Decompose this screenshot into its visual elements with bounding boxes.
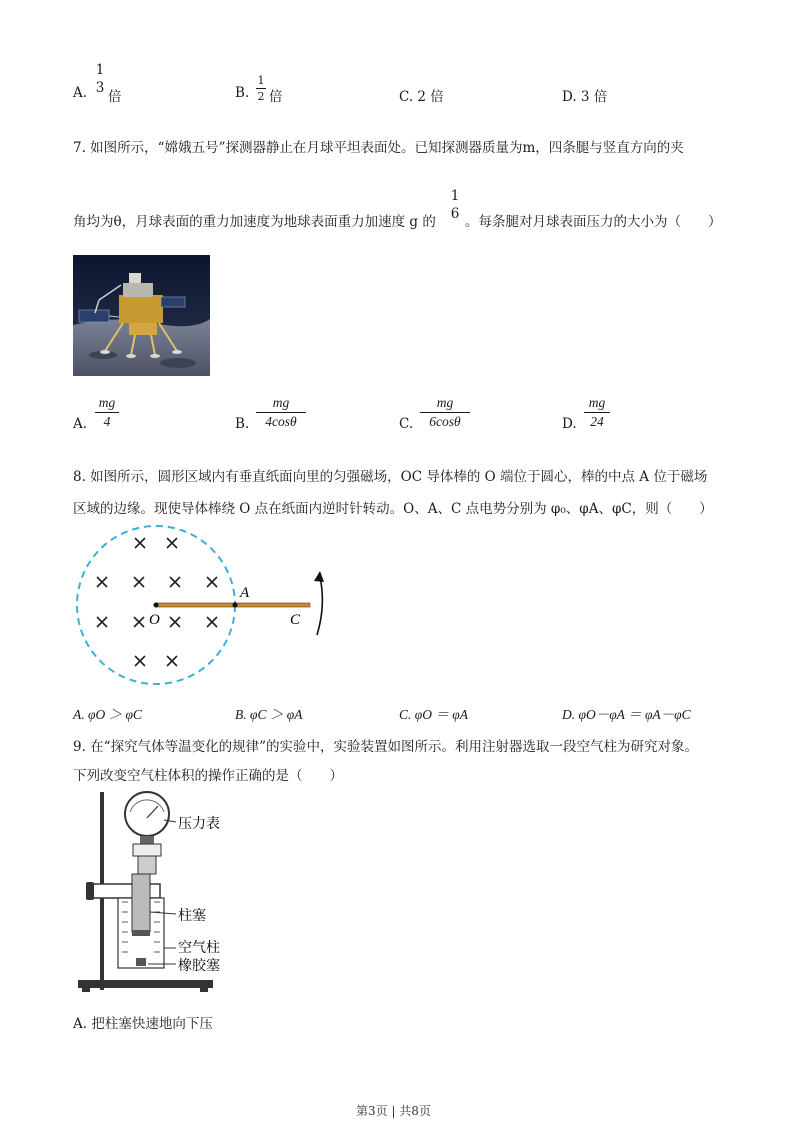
q6-option-b-fraction: 1 2 [257, 74, 265, 104]
q7-stem-line2a: 角均为θ，月球表面的重力加速度为地球表面重力加速度 g 的 [73, 214, 436, 230]
gas-experiment-apparatus [78, 790, 258, 995]
q7-option-a-fraction: mg 4 [95, 395, 119, 430]
q6-option-c: C. 2 倍 [399, 89, 444, 105]
q6-option-a-label: A. [73, 85, 88, 101]
q6-option-b-unit: 倍 [269, 89, 283, 105]
q8-stem-line1: 8. 如图所示，圆形区域内有垂直纸面向里的匀强磁场，OC 导体棒的 O 端位于圆心，棒的中点 A 位于磁场 [73, 469, 708, 485]
q9-stem-line1: 9. 在“探究气体等温变化的规律”的实验中，实验装置如图所示。利用注射器选取一段空气柱为研究对象。 [73, 739, 698, 755]
q7-stem-fraction: 1 6 [450, 188, 460, 223]
q7-option-c-label: C. [399, 416, 414, 432]
q9-option-a: A. 把柱塞快速地向下压 [73, 1016, 213, 1032]
q8-option-d: D. φO－φA ＝ φA－φC [562, 707, 691, 722]
q7-option-a-label: A. [73, 416, 88, 432]
q6-option-a-unit: 倍 [108, 89, 122, 105]
q8-option-b: B. φC ＞ φA [235, 707, 303, 722]
q7-stem-line2b: 。每条腿对月球表面压力的大小为（ ） [465, 214, 722, 230]
gauge-dial [125, 792, 169, 836]
q6-option-a-fraction: 1 3 [95, 62, 105, 97]
label-air-column: 空气柱 [178, 940, 220, 956]
label-pressure-gauge: 压力表 [178, 816, 220, 832]
q6-option-d: D. 3 倍 [562, 89, 608, 105]
label-a: A [240, 585, 250, 601]
q7-option-d-fraction: mg 24 [584, 395, 610, 430]
q7-option-c-fraction: mg 6cosθ [420, 395, 470, 430]
q6-option-b-label: B. [235, 85, 250, 101]
magnetic-field-diagram [70, 525, 340, 695]
q9-stem-line2: 下列改变空气柱体积的操作正确的是（ ） [73, 768, 343, 784]
label-piston: 柱塞 [178, 908, 206, 924]
q7-option-d-label: D. [562, 416, 577, 432]
label-c: C [290, 612, 301, 628]
field-cross-marks [97, 538, 217, 666]
q7-stem-line1: 7. 如图所示，“嫦娥五号”探测器静止在月球平坦表面处。已知探测器质量为m，四条腿与竖直方向的夹 [73, 140, 684, 156]
label-rubber-stopper: 橡胶塞 [178, 958, 220, 974]
label-o: O [149, 612, 160, 628]
page-footer: 第3页 | 共8页 [356, 1104, 431, 1118]
q8-option-c: C. φO ＝ φA [399, 707, 468, 722]
rotation-arrow [317, 577, 322, 635]
q7-option-b-label: B. [235, 416, 250, 432]
lunar-lander-photo [73, 255, 210, 376]
q8-stem-line2: 区域的边缘。现使导体棒绕 O 点在纸面内逆时针转动。O、A、C 点电势分别为 φ₀、φA、φC，则（ ） [73, 501, 713, 517]
q7-option-b-fraction: mg 4cosθ [256, 395, 306, 430]
q8-option-a: A. φO ＞ φC [73, 707, 142, 722]
